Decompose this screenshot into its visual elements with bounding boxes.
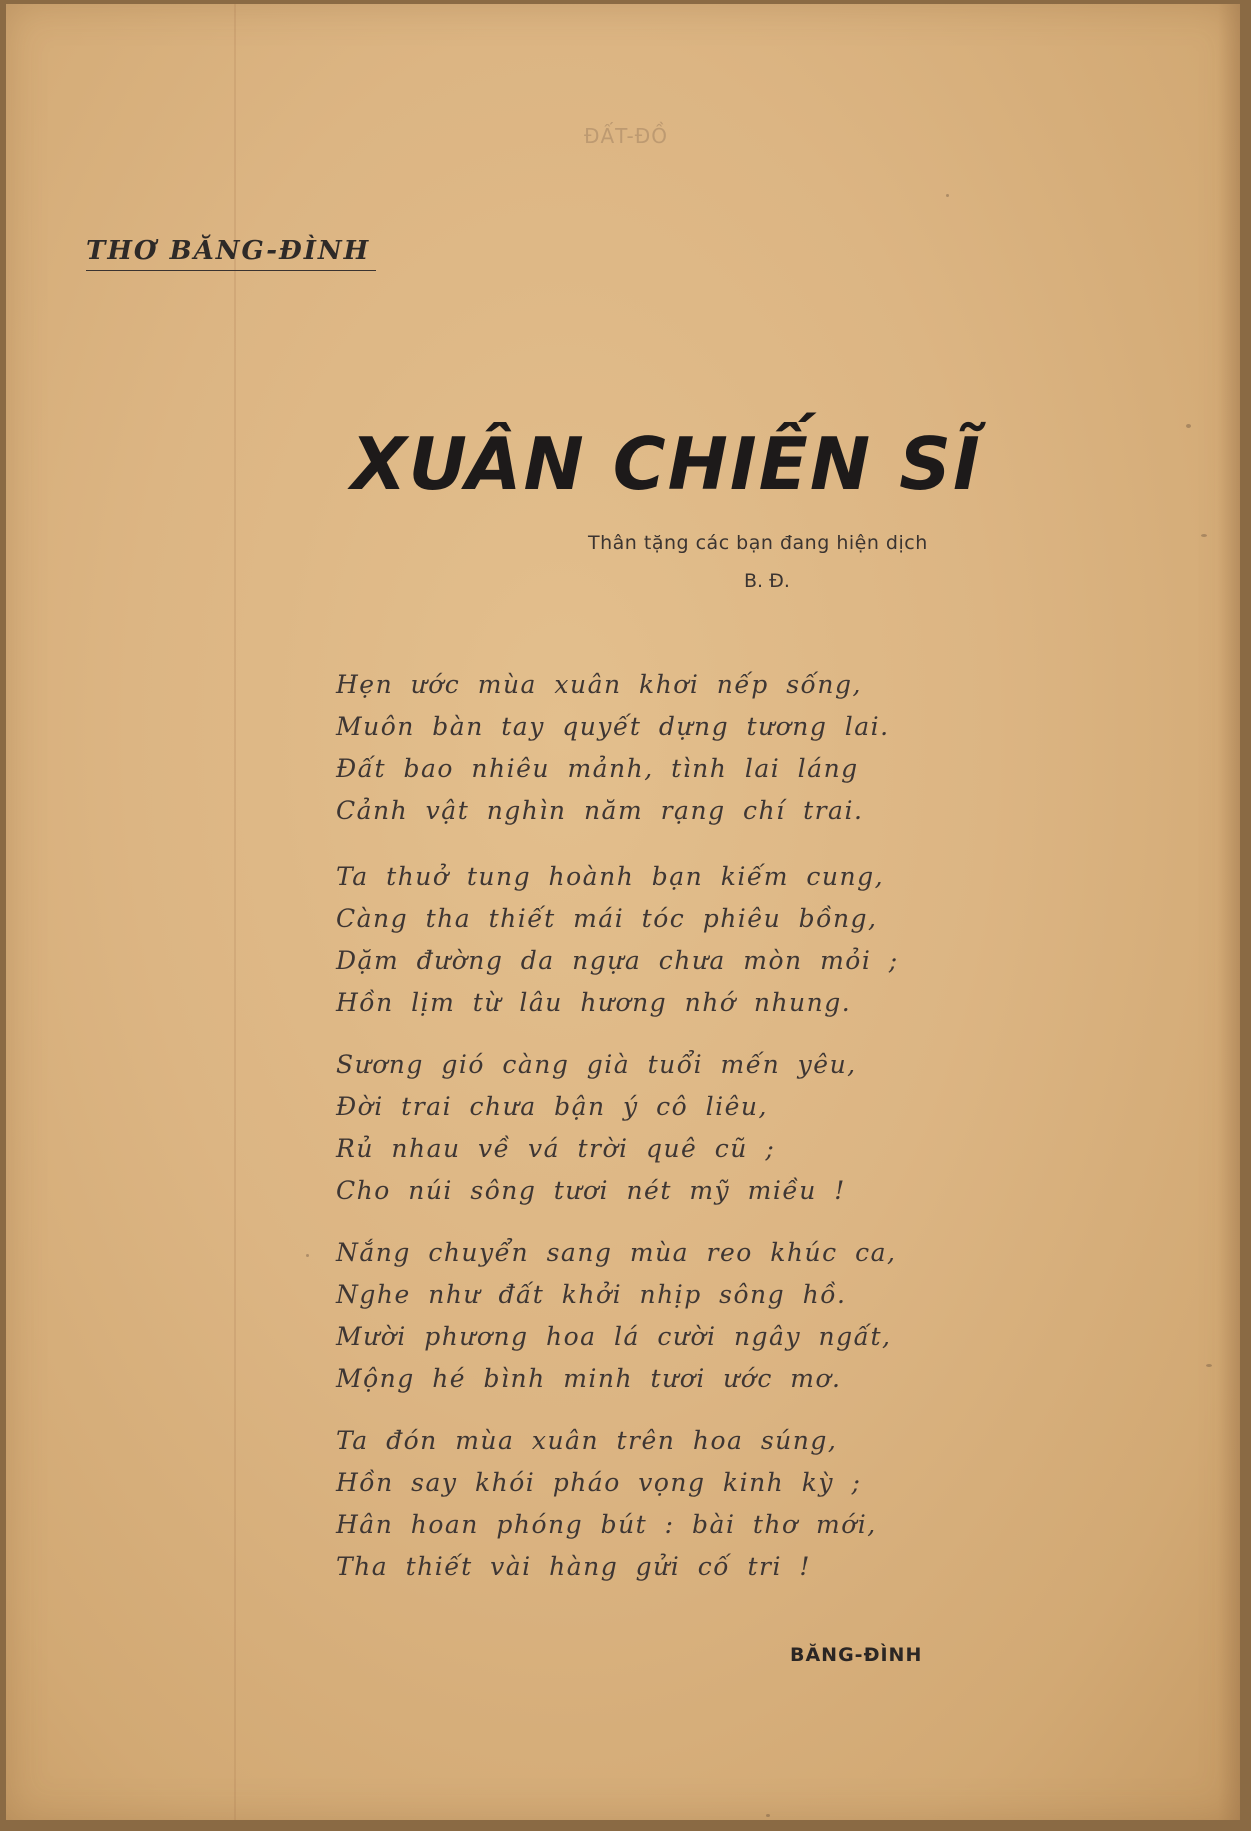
paper-speck (1186, 424, 1191, 428)
page-stamp: ĐẤT-ĐỒ (584, 124, 669, 148)
poem-line: Tha thiết vài hàng gửi cố tri ! (336, 1552, 811, 1581)
paper-edge-shadow (1218, 4, 1240, 1820)
poem-line: Nắng chuyển sang mùa reo khúc ca, (336, 1238, 897, 1267)
author-signature: BĂNG-ĐÌNH (790, 1644, 923, 1666)
stanza-2 (336, 856, 976, 1024)
poem-line: Càng tha thiết mái tóc phiêu bồng, (336, 904, 878, 933)
poem-line: Ta thuở tung hoành bạn kiếm cung, (336, 862, 885, 891)
magazine-page (6, 4, 1240, 1820)
poem-line: Hồn say khói pháo vọng kinh kỳ ; (336, 1468, 862, 1497)
poem-line: Đất bao nhiêu mảnh, tình lai láng (336, 754, 859, 783)
stanza-4 (336, 1232, 976, 1400)
poem-line: Hân hoan phóng bút : bài thơ mới, (336, 1510, 877, 1539)
dedication: Thân tặng các bạn đang hiện dịch (588, 532, 928, 554)
paper-speck (306, 1254, 309, 1257)
poem-line: Ta đón mùa xuân trên hoa súng, (336, 1426, 838, 1455)
stanza-1 (336, 664, 976, 832)
stanza-5 (336, 1420, 976, 1588)
poem-line: Hồn lịm từ lâu hương nhớ nhung. (336, 988, 852, 1017)
poem-line: Mộng hé bình minh tươi ước mơ. (336, 1364, 842, 1393)
stanza-3 (336, 1044, 976, 1212)
poem-line: Cho núi sông tươi nét mỹ miều ! (336, 1176, 846, 1205)
poem-line: Muôn bàn tay quyết dựng tương lai. (336, 712, 890, 741)
poem-line: Cảnh vật nghìn năm rạng chí trai. (336, 796, 864, 825)
poem-line: Sương gió càng già tuổi mến yêu, (336, 1050, 857, 1079)
paper-fold-line (234, 4, 236, 1820)
poem-title: XUÂN CHIẾN SĨ (351, 422, 982, 506)
poem-line: Dặm đường da ngựa chưa mòn mỏi ; (336, 946, 899, 975)
paper-speck (766, 1814, 770, 1817)
paper-speck (946, 194, 949, 197)
poem-line: Đời trai chưa bận ý cô liêu, (336, 1092, 768, 1121)
poem-line: Rủ nhau về vá trời quê cũ ; (336, 1134, 776, 1163)
dedication-initials: B. Đ. (744, 570, 790, 592)
column-label: THƠ BĂNG-ĐÌNH (86, 236, 376, 271)
paper-speck (1206, 1364, 1212, 1367)
poem-line: Nghe như đất khởi nhịp sông hồ. (336, 1280, 847, 1309)
paper-speck (1201, 534, 1207, 537)
poem-line: Hẹn ước mùa xuân khơi nếp sống, (336, 670, 862, 699)
poem-line: Mười phương hoa lá cười ngây ngất, (336, 1322, 892, 1351)
